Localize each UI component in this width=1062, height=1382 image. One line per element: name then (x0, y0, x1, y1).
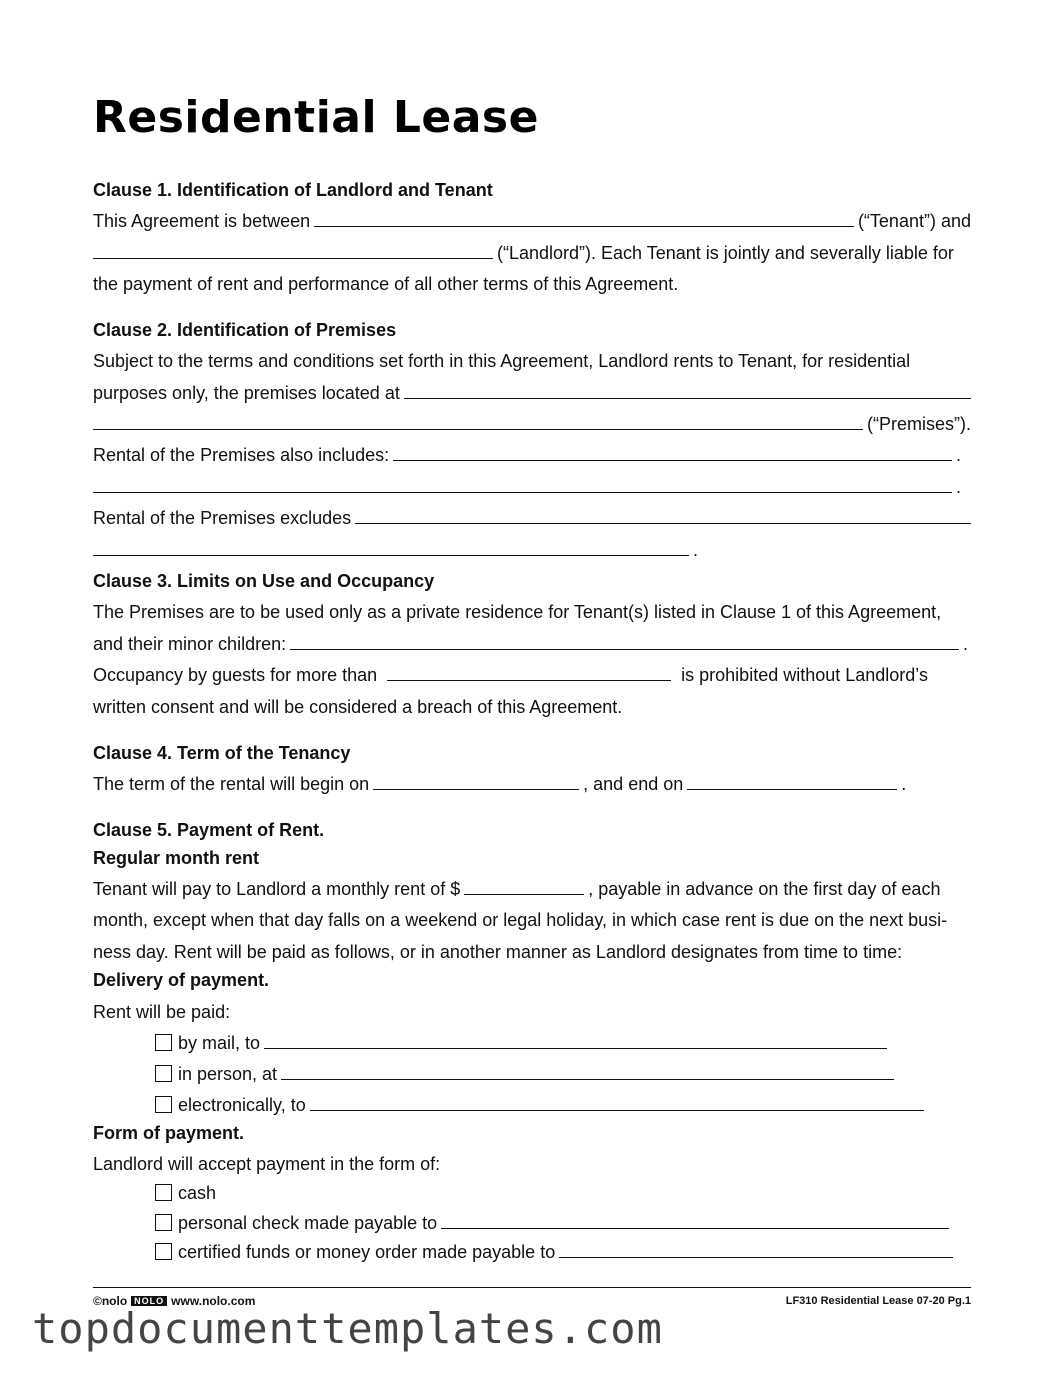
clause-2-text: Rental of the Premises also includes: (93, 445, 390, 465)
clause-2-text: (“Premises”). (867, 414, 971, 434)
certified-funds-checkbox[interactable] (155, 1243, 172, 1260)
clause-5-line-1 (93, 878, 971, 900)
option-label: in person, at (178, 1064, 278, 1084)
premises-address-field-2[interactable] (93, 413, 863, 430)
page-title: Residential Lease (93, 92, 539, 143)
clause-3-heading: Clause 3. Limits on Use and Occupancy (93, 571, 435, 591)
clause-5-text: , payable in advance on the first day of each (588, 879, 941, 899)
copyright-text: ©nolo (93, 1294, 128, 1308)
clause-4-heading: Clause 4. Term of the Tenancy (93, 743, 351, 763)
clause-5-heading: Clause 5. Payment of Rent. (93, 820, 325, 840)
mail-checkbox[interactable] (155, 1034, 172, 1051)
excludes-field[interactable] (355, 507, 971, 524)
clause-4-line-1 (93, 773, 971, 795)
end-date-field[interactable] (687, 773, 897, 790)
rent-paid-label: Rent will be paid: (93, 1002, 231, 1022)
guest-duration-field[interactable] (387, 664, 671, 681)
option-label: electronically, to (178, 1095, 306, 1115)
cash-checkbox[interactable] (155, 1184, 172, 1201)
clause-2-line-3 (93, 413, 971, 435)
form-of-payment-subheading: Form of payment. (93, 1123, 245, 1143)
clause-3-text: Occupancy by guests for more than (93, 665, 378, 685)
clause-2-text: purposes only, the premises located at (93, 383, 400, 403)
nolo-logo: NOLO (131, 1296, 167, 1306)
clause-3-text: and their minor children: (93, 634, 287, 654)
clause-2-line-1: Subject to the terms and conditions set forth in this Agreement, Landlord rents to Tenant, for residential (93, 351, 911, 371)
form-option-certified (155, 1241, 953, 1263)
clause-3-line-2 (93, 633, 971, 655)
clause-2-excludes-line-2 (93, 539, 971, 561)
check-payee-field[interactable] (441, 1212, 949, 1229)
period: . (955, 445, 961, 465)
delivery-option-electronic (155, 1094, 924, 1116)
form-id: LF310 Residential Lease 07-20 Pg.1 (785, 1295, 971, 1307)
clause-1-line-2 (93, 242, 971, 264)
clause-3-line-4: written consent and will be considered a breach of this Agreement. (93, 697, 623, 717)
monthly-rent-field[interactable] (464, 878, 584, 895)
in-person-location-field[interactable] (281, 1063, 894, 1080)
landlord-name-field[interactable] (93, 242, 493, 259)
clause-2-line-2 (93, 382, 971, 404)
period: . (693, 540, 699, 560)
form-option-check (155, 1212, 949, 1234)
footer-url[interactable]: www.nolo.com (171, 1294, 256, 1308)
clause-4-text: The term of the rental will begin on (93, 774, 370, 794)
electronic-destination-field[interactable] (310, 1094, 924, 1111)
clause-2-includes (93, 444, 971, 466)
clause-2-heading: Clause 2. Identification of Premises (93, 320, 397, 340)
footer-rule (93, 1287, 971, 1288)
clause-5-line-3: ness day. Rent will be paid as follows, or in another manner as Landlord designates from time to time: (93, 942, 903, 962)
clause-3-line-1: The Premises are to be used only as a private residence for Tenant(s) listed in Clause 1 of this Agreement, (93, 602, 942, 622)
excludes-field-2[interactable] (93, 539, 689, 556)
clause-1-line-1 (93, 210, 971, 232)
clause-1-line-3: the payment of rent and performance of all other terms of this Agreement. (93, 274, 679, 294)
option-label: cash (178, 1183, 217, 1203)
option-label: personal check made payable to (178, 1213, 438, 1233)
period: . (962, 634, 968, 654)
clause-1-text: (“Tenant”) and (857, 211, 971, 231)
clause-5-line-2: month, except when that day falls on a weekend or legal holiday, in which case rent is due on the next busi- (93, 910, 948, 930)
option-label: certified funds or money order made payable to (178, 1242, 556, 1262)
in-person-checkbox[interactable] (155, 1065, 172, 1082)
minor-children-field[interactable] (290, 633, 959, 650)
period: . (955, 477, 961, 497)
clause-2-text: Rental of the Premises excludes (93, 508, 352, 528)
premises-address-field[interactable] (404, 382, 971, 399)
form-option-cash (155, 1182, 455, 1204)
tenant-name-field[interactable] (314, 210, 854, 227)
clause-4-text: , and end on (583, 774, 684, 794)
regular-rent-subheading: Regular month rent (93, 848, 260, 868)
clause-3-text: is prohibited without Landlord’s (681, 665, 928, 685)
option-label: by mail, to (178, 1033, 261, 1053)
watermark: topdocumenttemplates.com (32, 1304, 663, 1353)
clause-1-heading: Clause 1. Identification of Landlord and Tenant (93, 180, 493, 200)
delivery-option-person (155, 1063, 894, 1085)
includes-field[interactable] (393, 444, 952, 461)
electronic-checkbox[interactable] (155, 1096, 172, 1113)
includes-field-2[interactable] (93, 476, 952, 493)
clause-3-line-3 (93, 664, 971, 686)
mail-address-field[interactable] (264, 1032, 887, 1049)
clause-1-text: This Agreement is between (93, 211, 311, 231)
start-date-field[interactable] (373, 773, 579, 790)
period: . (901, 774, 907, 794)
delivery-subheading: Delivery of payment. (93, 970, 270, 990)
accept-label: Landlord will accept payment in the form of: (93, 1154, 441, 1174)
personal-check-checkbox[interactable] (155, 1214, 172, 1231)
clause-2-includes-line-2 (93, 476, 971, 498)
clause-5-text: Tenant will pay to Landlord a monthly rent of $ (93, 879, 461, 899)
clause-1-text: (“Landlord”). Each Tenant is jointly and severally liable for (497, 243, 954, 263)
delivery-option-mail (155, 1032, 887, 1054)
clause-2-excludes (93, 507, 971, 529)
certified-payee-field[interactable] (559, 1241, 953, 1258)
